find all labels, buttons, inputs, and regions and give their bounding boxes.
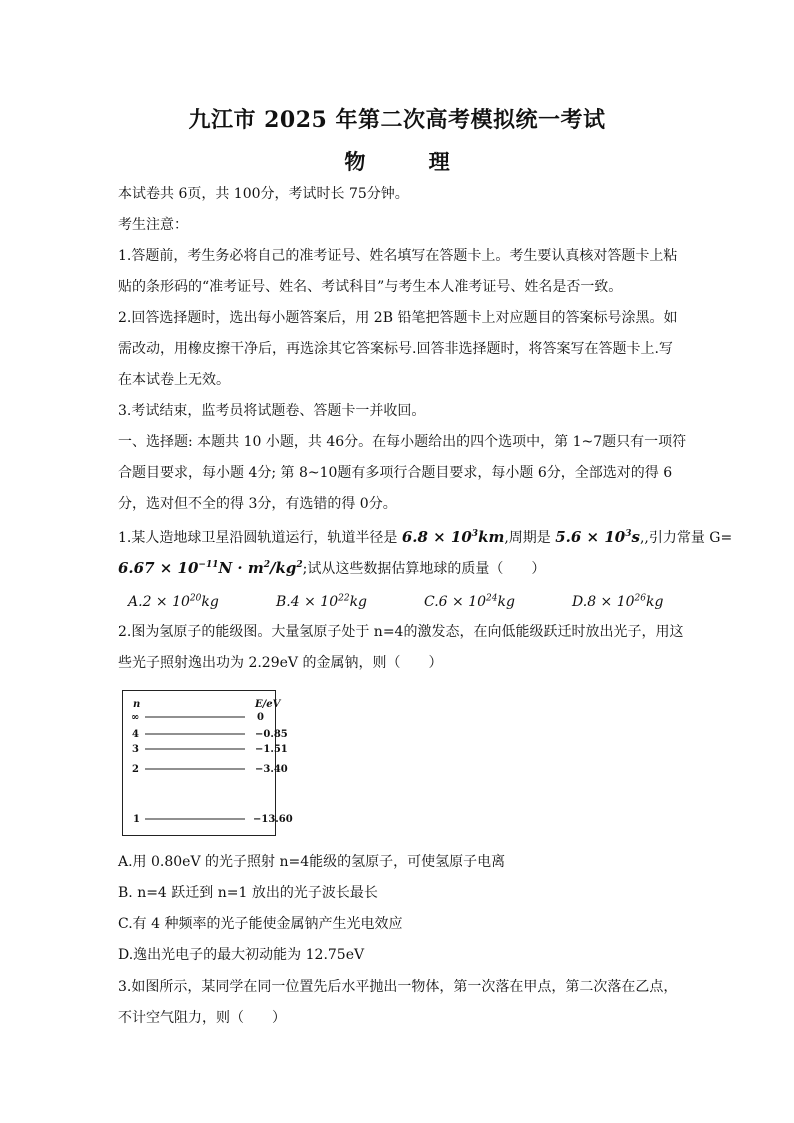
notice-2-line-3: 在本试卷上无效。 [118,372,230,388]
diagram-n-header: n [133,699,141,710]
level-4-energy: −0.85 [255,729,288,740]
q1-option-c: $C.6 \times 10^{24}kg$ [424,593,515,610]
section-1-line-3: 分，选对但不全的得 3分，有选错的得 0分。 [118,496,397,512]
q1-option-d: $D.8 \times 10^{26}kg$ [572,593,664,610]
notice-heading: 考生注意： [118,217,188,233]
section-1-line-2: 合题目要求，每小题 4分; 第 8~10题有多项行合题目要求，每小题 6分，全部选对的得 6 [118,465,673,481]
notice-2-line-2: 需改动，用橡皮擦干净后，再选涂其它答案标号.回答非选择题时，将答案写在答题卡上.写 [118,341,673,357]
notice-3: 3.考试结束，监考员将试题卷、答题卡一并收回。 [118,403,426,419]
q2-option-c: C.有 4 种频率的光子能使金属钠产生光电效应 [118,916,403,932]
q1-gravitational-constant: $6.67 \times 10^{-11}N \cdot m^2/kg^2$ [118,559,303,577]
subject-title: 物 理 [344,149,450,174]
question-1-line-1 [118,527,732,548]
exam-title: 九江市 2025 年第二次高考模拟统一考试 [188,107,606,133]
question-2-line-1: 2.图为氢原子的能级图。大量氢原子处于 n=4的激发态，在向低能级跃迁时放出光子，用这 [118,624,684,640]
level-3-n: 3 [132,744,139,755]
level-inf-energy: 0 [257,712,264,723]
q1-text-4: ;试从这些数据估算地球的质量（ ） [302,561,546,577]
q1-option-b: $B.4 \times 10^{22}kg$ [276,593,368,610]
question-1-line-2 [118,558,545,579]
q2-option-a: A.用 0.80eV 的光子照射 n=4能级的氢原子，可使氢原子电离 [118,854,506,870]
energy-level-svg [123,691,293,835]
notice-2-line-1: 2.回答选择题时，选出每小题答案后，用 2B 铅笔把答题卡上对应题目的答案标号涂黑。如 [118,310,678,326]
level-4-n: 4 [132,729,139,740]
q1-text-2: ,周期是 [504,530,556,546]
notice-1-line-1: 1.答题前，考生务必将自己的准考证号、姓名填写在答题卡上。考生要认真核对答题卡上粘 [118,248,678,264]
level-1-energy: −13.60 [253,814,293,825]
exam-info: 本试卷共 6页，共 100分，考试时长 75分钟。 [118,186,409,202]
diagram-e-header: E/eV [255,699,281,710]
level-3-energy: −1.51 [255,744,288,755]
question-3-line-2: 不计空气阻力，则（ ） [118,1010,286,1026]
q2-option-d: D.逸出光电子的最大初动能为 12.75eV [118,947,365,963]
level-1-n: 1 [133,814,140,825]
level-inf-n: ∞ [131,712,140,723]
level-2-energy: −3.40 [255,764,288,775]
question-2-line-2: 些光子照射逸出功为 2.29eV 的金属钠，则（ ） [118,655,443,671]
level-2-n: 2 [132,764,139,775]
q1-option-a: $A.2 \times 10^{20}kg$ [128,593,219,610]
q2-option-b: B. n=4 跃迁到 n=1 放出的光子波长最长 [118,885,378,901]
question-3-line-1: 3.如图所示，某同学在同一位置先后水平抛出一物体，第一次落在甲点，第二次落在乙点， [118,979,678,995]
section-1-line-1: 一、选择题: 本题共 10 小题，共 46分。在每小题给出的四个选项中，第 1~7题只有一项符 [118,434,687,450]
q1-text-1: 1.某人造地球卫星沿圆轨道运行，轨道半径是 [118,530,402,546]
energy-level-diagram [122,690,293,836]
q1-text-3: ,,引力常量 G= [639,530,733,546]
q1-period: $5.6 \times 10^3s$ [555,528,640,546]
q1-radius: $6.8 \times 10^3km$ [401,528,505,546]
notice-1-line-2: 贴的条形码的“准考证号、姓名、考试科目”与考生本人准考证号、姓名是否一致。 [118,279,623,295]
